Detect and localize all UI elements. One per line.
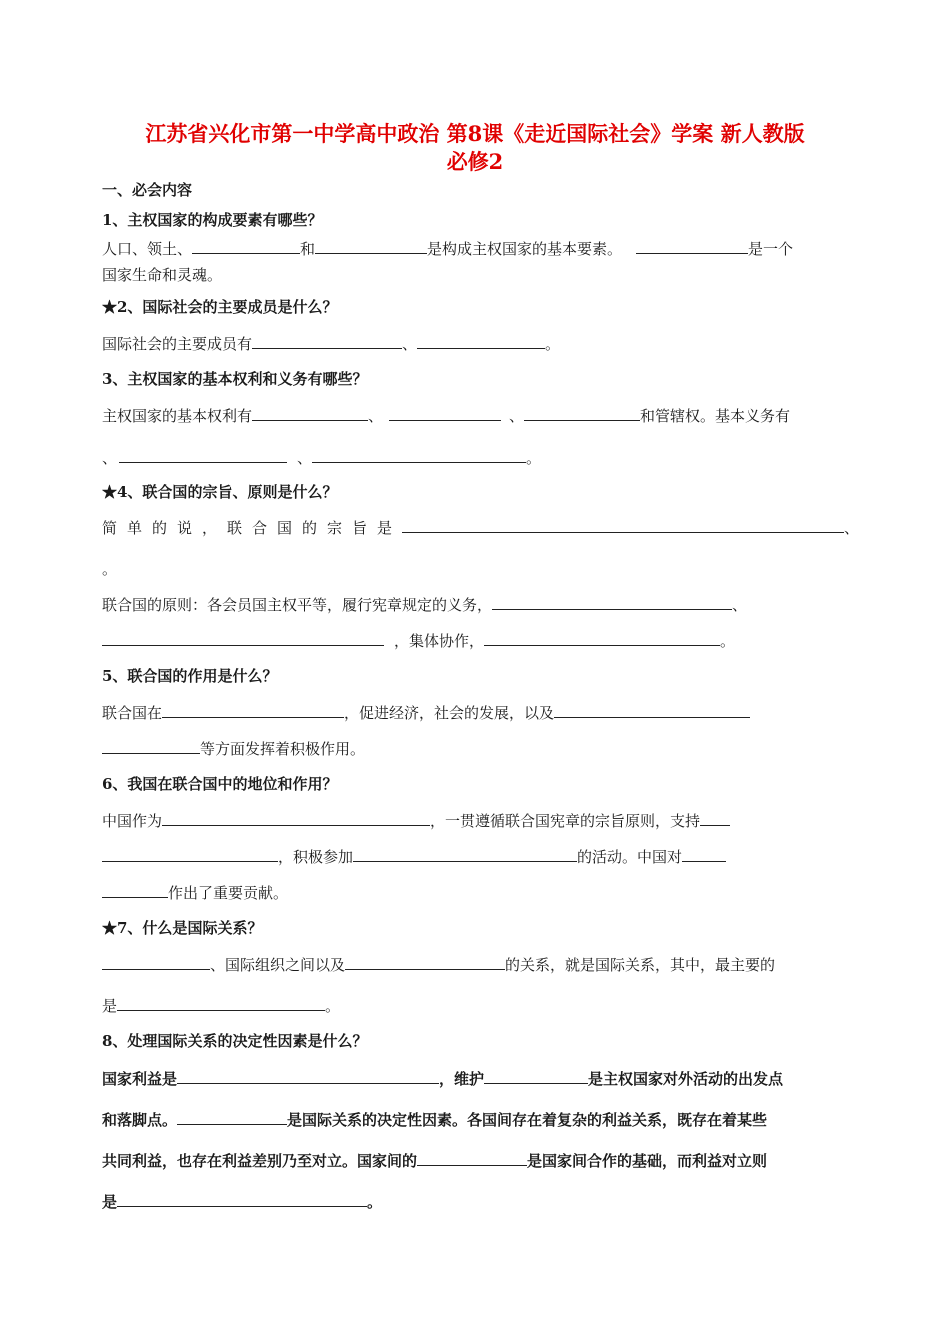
question-3-line-1: [102, 405, 790, 426]
text: 作出了重要贡献。: [168, 884, 289, 902]
answer-blank[interactable]: [102, 882, 168, 898]
answer-blank[interactable]: [102, 954, 210, 970]
text: 。: [545, 335, 561, 353]
text: 等方面发挥着积极作用。: [200, 740, 366, 758]
text: 中国作为: [102, 812, 163, 830]
question-5-title: 5、联合国的作用是什么？: [102, 667, 278, 685]
question-7-line-2: [102, 995, 340, 1016]
answer-blank[interactable]: [524, 405, 640, 421]
question-6-line-3: [102, 882, 288, 903]
text: 是构成主权国家的基本要素。: [427, 240, 623, 258]
answer-blank[interactable]: [345, 954, 505, 970]
question-6-line-2: [102, 846, 726, 867]
answer-blank[interactable]: [177, 1068, 439, 1084]
question-5-line-2: [102, 738, 365, 759]
answer-blank[interactable]: [102, 738, 200, 754]
answer-blank[interactable]: [119, 447, 287, 463]
text: ，集体协作，: [394, 632, 485, 650]
answer-blank[interactable]: [102, 846, 278, 862]
question-8-title: 8、处理国际关系的决定性因素是什么？: [102, 1032, 368, 1050]
text: 和管辖权。基本义务有: [640, 407, 791, 425]
question-8-line-3: [102, 1150, 767, 1171]
document-title-line-2: 必修2: [446, 149, 504, 174]
answer-blank[interactable]: [417, 1150, 527, 1166]
question-4-line-4: [102, 630, 735, 651]
text: ，维护: [439, 1070, 485, 1088]
question-6-title: 6、我国在联合国中的地位和作用？: [102, 775, 338, 793]
text: 简单的说，联合国的宗旨是: [102, 519, 403, 537]
text: 人口、领土、: [102, 240, 193, 258]
answer-blank[interactable]: [417, 333, 545, 349]
answer-blank[interactable]: [252, 333, 402, 349]
text: 共同利益，也存在利益差别乃至对立。国家间的: [102, 1152, 418, 1170]
text: 、: [402, 335, 418, 353]
text: 是: [102, 1193, 118, 1211]
text: 是主权国家对外活动的出发点: [588, 1070, 784, 1088]
text: 。: [526, 449, 542, 467]
question-7-line-1: [102, 954, 775, 975]
answer-blank[interactable]: [117, 1191, 367, 1207]
document-title-line-1: 江苏省兴化市第一中学高中政治 第8课《走近国际社会》学案 新人教版: [145, 121, 805, 146]
answer-blank[interactable]: [102, 630, 384, 646]
text: 、国际组织之间以及: [210, 956, 346, 974]
text: ，一贯遵循联合国宪章的宗旨原则，支持: [430, 812, 701, 830]
text: 和落脚点。: [102, 1111, 178, 1129]
question-7-title: ★7、什么是国际关系？: [102, 919, 263, 937]
answer-blank[interactable]: [315, 238, 427, 254]
question-3-line-2: [102, 447, 541, 468]
text: 联合国的原则：各会员国主权平等，履行宪章规定的义务，: [102, 596, 493, 614]
answer-blank[interactable]: [554, 702, 750, 718]
question-1-title: 1、主权国家的构成要素有哪些？: [102, 211, 323, 229]
text: 是一个: [748, 240, 794, 258]
text: 和: [300, 240, 316, 258]
question-5-line-1: [102, 702, 750, 723]
text: ，促进经济，社会的发展，以及: [344, 704, 555, 722]
question-4-line-1: [102, 517, 859, 538]
question-4-line-3: [102, 594, 747, 615]
text: 是: [102, 997, 118, 1015]
answer-blank[interactable]: [117, 995, 325, 1011]
text: 的关系，就是国际关系，其中，最主要的: [505, 956, 776, 974]
answer-blank[interactable]: [402, 517, 844, 533]
text: 、: [297, 449, 313, 467]
text: 主权国家的基本权利有: [102, 407, 253, 425]
text: 、: [102, 449, 118, 467]
text: 。: [720, 632, 736, 650]
answer-blank[interactable]: [484, 630, 720, 646]
question-4-title: ★4、联合国的宗旨、原则是什么？: [102, 483, 338, 501]
question-2-line-1: [102, 333, 560, 354]
answer-blank[interactable]: [636, 238, 748, 254]
text: 的活动。中国对: [577, 848, 683, 866]
answer-blank[interactable]: [492, 594, 732, 610]
question-1-line-1: [102, 238, 793, 259]
text: 是国际关系的决定性因素。各国间存在着复杂的利益关系，既存在着某些: [287, 1111, 768, 1129]
text: ，积极参加: [278, 848, 354, 866]
answer-blank[interactable]: [682, 846, 726, 862]
section-heading: 一、必会内容: [102, 181, 193, 199]
text: 国际社会的主要成员有: [102, 335, 253, 353]
question-6-line-1: [102, 810, 730, 831]
question-4-line-2: 。: [102, 560, 118, 578]
question-1-line-2: 国家生命和灵魂。: [102, 266, 223, 284]
answer-blank[interactable]: [252, 405, 368, 421]
question-8-line-4: [102, 1191, 382, 1212]
answer-blank[interactable]: [192, 238, 300, 254]
question-8-line-1: [102, 1068, 783, 1089]
text: 、: [732, 596, 748, 614]
answer-blank[interactable]: [389, 405, 501, 421]
text: 、: [509, 407, 525, 425]
answer-blank[interactable]: [162, 810, 430, 826]
answer-blank[interactable]: [177, 1109, 287, 1125]
text: 。: [367, 1193, 383, 1211]
text: 、: [844, 519, 860, 537]
text: 、: [368, 407, 384, 425]
text: 是国家间合作的基础，而利益对立则: [527, 1152, 768, 1170]
answer-blank[interactable]: [162, 702, 344, 718]
text: 。: [325, 997, 341, 1015]
answer-blank[interactable]: [312, 447, 526, 463]
text: 联合国在: [102, 704, 163, 722]
question-2-title: ★2、国际社会的主要成员是什么？: [102, 298, 338, 316]
answer-blank[interactable]: [700, 810, 730, 826]
text: 国家利益是: [102, 1070, 178, 1088]
question-3-title: 3、主权国家的基本权利和义务有哪些？: [102, 370, 368, 388]
question-8-line-2: [102, 1109, 767, 1130]
answer-blank[interactable]: [484, 1068, 588, 1084]
answer-blank[interactable]: [353, 846, 577, 862]
